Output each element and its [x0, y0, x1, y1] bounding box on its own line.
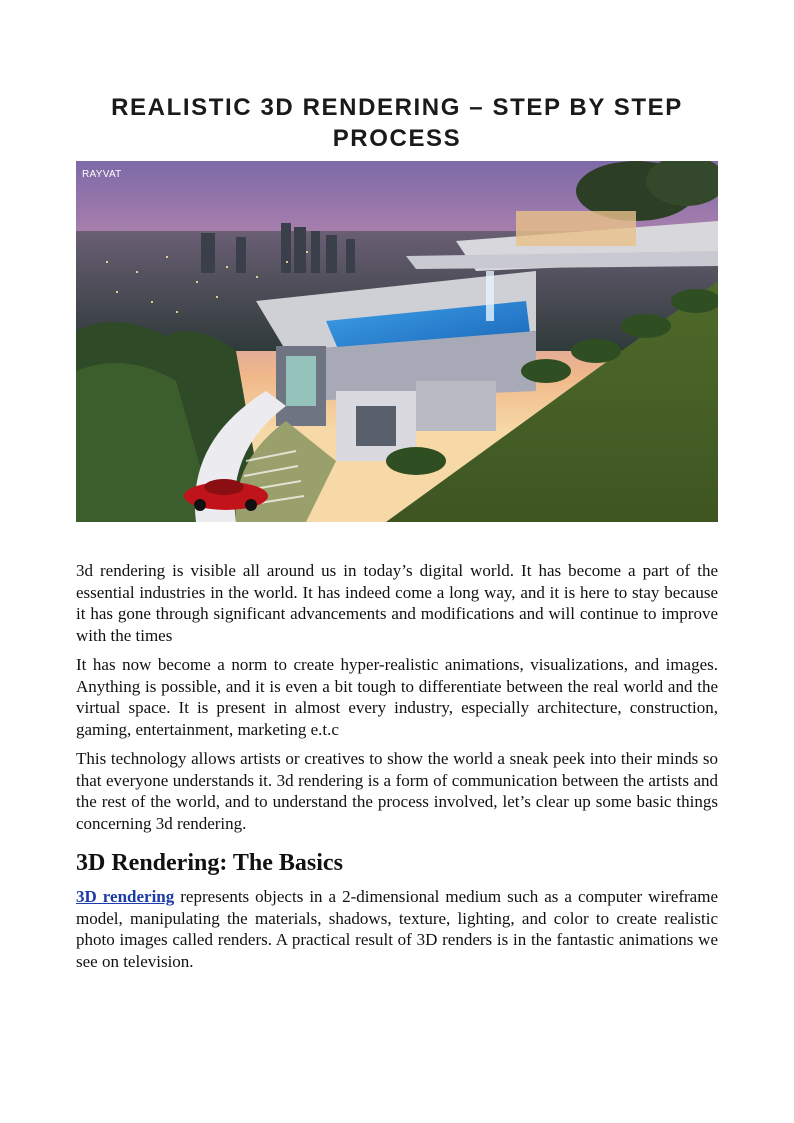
basics-paragraph-text: represents objects in a 2-dimensional medium such as a computer wireframe model, manipulating the materials, shadows, texture, lighting, and color to create realistic photo images called renders. A practical result of 3D renders is in the fantastic animations we see on television.: [76, 887, 718, 971]
rendering-illustration: [76, 161, 718, 522]
article-body: [76, 560, 718, 980]
intro-paragraph-1: 3d rendering is visible all around us in today’s digital world. It has become a part of the essential industries in the world. It has indeed come a long way, and it is here to stay because it has gone through significant advancements and modifications and will continue to improve with the times: [76, 561, 718, 645]
brand-watermark: RAYVAT: [82, 169, 122, 180]
3d-rendering-link[interactable]: 3D rendering: [76, 887, 175, 906]
hero-image: [76, 161, 718, 522]
page-title: REALISTIC 3D RENDERING – STEP BY STEP PROCESS: [111, 94, 683, 152]
intro-paragraph-3: This technology allows artists or creatives to show the world a sneak peek into their minds so that everyone understands it. 3d rendering is a form of communication between the artists and the rest of the world, and to understand the process involved, let’s clear up some basic things concerning 3d rendering.: [76, 749, 718, 833]
intro-paragraph-2: It has now become a norm to create hyper-realistic animations, visualizations, and images. Anything is possible, and it is even a bit tough to differentiate between the real world and the virtual space. It is present in almost every industry, especially architecture, construction, gaming, entertainment, marketing e.t.c: [76, 655, 718, 739]
section-heading: 3D Rendering: The Basics: [76, 850, 343, 876]
basics-paragraph: [76, 886, 718, 972]
